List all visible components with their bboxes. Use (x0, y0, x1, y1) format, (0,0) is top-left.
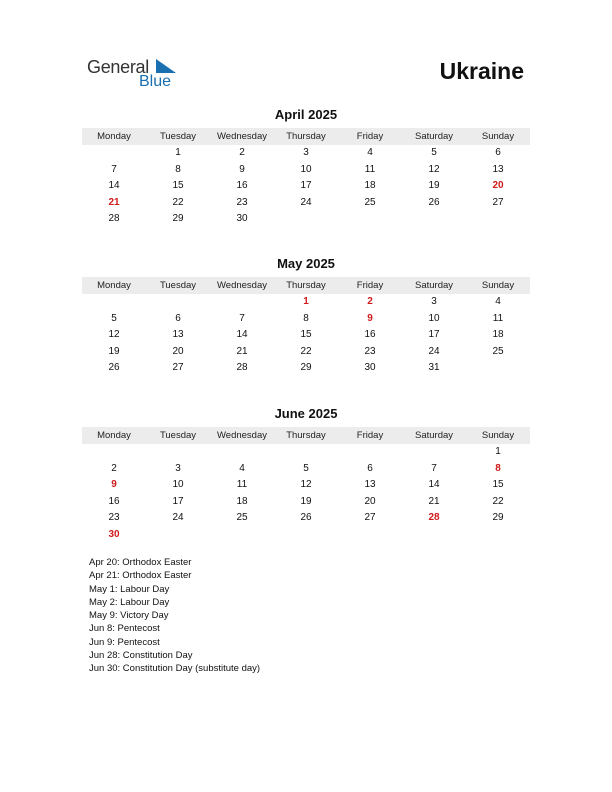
day-cell: 7 (239, 312, 245, 324)
day-cell: 20 (172, 345, 184, 357)
day-cell: 12 (300, 479, 312, 490)
month-grid (82, 444, 530, 543)
week-row (82, 444, 530, 461)
day-cell: 12 (428, 163, 440, 175)
empty-day-cell (402, 211, 466, 228)
day-cell: 16 (108, 495, 120, 507)
day-cell: 11 (492, 312, 504, 324)
week-row (82, 294, 530, 311)
holiday-entry: May 9: Victory Day (89, 610, 169, 622)
day-cell: 24 (300, 196, 312, 208)
day-cell: 10 (172, 479, 184, 490)
day-cell: 16 (364, 329, 376, 340)
weekday-label: Monday (97, 430, 131, 441)
day-cell: 27 (364, 512, 376, 523)
empty-day-cell (82, 444, 146, 461)
day-cell: 13 (172, 329, 184, 340)
holiday-day-cell: 9 (367, 312, 373, 324)
week-row (82, 327, 530, 344)
day-cell: 17 (428, 329, 440, 340)
weekday-label: Sunday (481, 430, 515, 441)
week-row (82, 527, 530, 544)
day-cell: 29 (172, 213, 184, 224)
weekday-label: Thursday (286, 280, 326, 291)
month-grid (82, 294, 530, 377)
day-cell: 5 (303, 462, 309, 474)
day-cell: 10 (428, 312, 440, 324)
empty-day-cell (274, 211, 338, 228)
logo-text-general: General (87, 57, 149, 77)
weekday-label: Friday (356, 131, 384, 142)
weekday-header (82, 277, 530, 294)
day-cell: 28 (236, 362, 248, 373)
weekday-label: Saturday (414, 430, 454, 441)
day-cell: 26 (300, 512, 312, 523)
weekday-label: Wednesday (217, 430, 267, 441)
holiday-list (89, 556, 260, 676)
logo-text-blue: Blue (139, 73, 172, 90)
day-cell: 8 (303, 312, 309, 324)
empty-day-cell (466, 211, 530, 228)
holiday-day-cell: 21 (108, 196, 120, 208)
month-grid (82, 145, 530, 228)
day-cell: 3 (303, 147, 309, 158)
day-cell: 12 (108, 329, 120, 340)
weekday-label: Friday (356, 430, 384, 441)
day-cell: 28 (108, 213, 120, 224)
day-cell: 30 (236, 213, 248, 224)
day-cell: 29 (300, 362, 312, 373)
logo-flag-icon (156, 59, 176, 73)
day-cell: 14 (236, 329, 248, 340)
day-cell: 25 (492, 345, 504, 357)
week-row (82, 494, 530, 511)
weekday-label: Tuesday (159, 430, 197, 441)
day-cell: 29 (492, 512, 504, 523)
empty-day-cell (338, 444, 402, 461)
day-cell: 5 (431, 147, 437, 158)
day-cell: 27 (492, 196, 504, 208)
day-cell: 24 (428, 345, 440, 357)
empty-day-cell (210, 444, 274, 461)
day-cell: 7 (431, 462, 437, 474)
holiday-day-cell: 20 (492, 180, 504, 191)
weekday-label: Saturday (414, 131, 454, 142)
day-cell: 2 (239, 147, 245, 158)
day-cell: 21 (236, 345, 248, 357)
day-cell: 30 (364, 362, 376, 373)
empty-day-cell (466, 527, 530, 544)
weekday-label: Tuesday (159, 131, 197, 142)
holiday-entry: Jun 28: Constitution Day (89, 650, 193, 662)
day-cell: 31 (428, 362, 440, 373)
week-row (82, 145, 530, 162)
day-cell: 27 (172, 362, 184, 373)
week-row (82, 344, 530, 361)
month-title: June 2025 (274, 406, 338, 421)
holiday-day-cell: 8 (495, 462, 501, 474)
day-cell: 14 (108, 180, 120, 191)
month-april (82, 106, 530, 228)
holiday-day-cell: 1 (303, 296, 309, 307)
empty-day-cell (210, 527, 274, 544)
day-cell: 22 (300, 345, 312, 357)
week-row (82, 195, 530, 212)
day-cell: 15 (492, 479, 504, 490)
week-row (82, 360, 530, 377)
weekday-label: Wednesday (217, 131, 267, 142)
day-cell: 24 (172, 512, 184, 523)
empty-day-cell (82, 294, 146, 311)
weekday-label: Tuesday (159, 280, 197, 291)
day-cell: 18 (364, 180, 376, 191)
day-cell: 25 (364, 196, 376, 208)
holiday-day-cell: 30 (108, 528, 120, 540)
weekday-label: Wednesday (217, 280, 267, 291)
day-cell: 22 (492, 495, 504, 507)
day-cell: 8 (175, 163, 181, 175)
country-title: Ukraine (439, 58, 524, 84)
day-cell: 1 (495, 446, 501, 457)
weekday-label: Thursday (286, 430, 326, 441)
day-cell: 17 (172, 495, 184, 507)
weekday-label: Sunday (481, 280, 515, 291)
day-cell: 13 (364, 479, 376, 490)
day-cell: 6 (367, 462, 373, 474)
week-row (82, 477, 530, 494)
empty-day-cell (338, 211, 402, 228)
holiday-entry: Jun 9: Pentecost (89, 636, 160, 648)
day-cell: 14 (428, 479, 440, 490)
holiday-entry: Jun 8: Pentecost (89, 623, 160, 635)
week-row (82, 461, 530, 478)
day-cell: 20 (364, 495, 376, 507)
empty-day-cell (146, 444, 210, 461)
day-cell: 6 (175, 312, 181, 324)
weekday-label: Monday (97, 131, 131, 142)
day-cell: 5 (111, 312, 117, 324)
holiday-day-cell: 28 (428, 512, 440, 523)
day-cell: 15 (172, 180, 184, 191)
week-row (82, 162, 530, 179)
day-cell: 15 (300, 329, 312, 340)
day-cell: 3 (175, 462, 181, 474)
empty-day-cell (402, 444, 466, 461)
empty-day-cell (146, 294, 210, 311)
month-may (82, 255, 530, 377)
day-cell: 26 (428, 196, 440, 208)
holiday-entry: May 1: Labour Day (89, 583, 170, 595)
weekday-header (82, 427, 530, 444)
day-cell: 2 (111, 462, 117, 474)
holiday-day-cell: 2 (367, 296, 373, 307)
week-row (82, 311, 530, 328)
day-cell: 4 (239, 462, 245, 474)
day-cell: 9 (239, 163, 245, 175)
day-cell: 22 (172, 196, 184, 208)
week-row (82, 178, 530, 195)
day-cell: 23 (236, 196, 248, 208)
generalblue-logo (87, 57, 187, 93)
weekday-label: Thursday (286, 131, 326, 142)
weekday-label: Friday (356, 280, 384, 291)
week-row (82, 211, 530, 228)
day-cell: 21 (428, 495, 440, 507)
day-cell: 16 (236, 180, 248, 191)
holiday-entry: Apr 21: Orthodox Easter (89, 570, 192, 582)
empty-day-cell (210, 294, 274, 311)
weekday-header (82, 128, 530, 145)
empty-day-cell (338, 527, 402, 544)
day-cell: 23 (108, 512, 120, 523)
day-cell: 13 (492, 163, 504, 175)
day-cell: 10 (300, 163, 312, 175)
empty-day-cell (402, 527, 466, 544)
day-cell: 7 (111, 163, 117, 175)
weekday-label: Saturday (414, 280, 454, 291)
day-cell: 25 (236, 512, 248, 523)
day-cell: 11 (364, 163, 376, 175)
day-cell: 6 (495, 147, 501, 158)
day-cell: 1 (175, 147, 181, 158)
month-title: May 2025 (277, 256, 335, 271)
day-cell: 3 (431, 296, 437, 307)
holiday-entry: May 2: Labour Day (89, 596, 170, 608)
holiday-entry: Apr 20: Orthodox Easter (89, 557, 192, 568)
day-cell: 26 (108, 362, 120, 373)
empty-day-cell (82, 145, 146, 162)
day-cell: 17 (300, 180, 312, 191)
weekday-label: Monday (97, 280, 131, 291)
holiday-entry: Jun 30: Constitution Day (substitute day) (89, 663, 261, 675)
day-cell: 4 (495, 296, 501, 307)
empty-day-cell (466, 360, 530, 377)
day-cell: 23 (364, 345, 376, 357)
empty-day-cell (274, 527, 338, 544)
day-cell: 19 (428, 180, 440, 191)
week-row (82, 510, 530, 527)
day-cell: 4 (367, 147, 373, 158)
day-cell: 18 (236, 495, 248, 507)
empty-day-cell (146, 527, 210, 544)
empty-day-cell (274, 444, 338, 461)
weekday-label: Sunday (481, 131, 515, 142)
day-cell: 19 (300, 495, 312, 507)
day-cell: 11 (236, 479, 248, 490)
day-cell: 19 (108, 345, 120, 357)
holiday-day-cell: 9 (111, 479, 117, 490)
month-june (82, 405, 530, 543)
day-cell: 18 (492, 329, 504, 340)
month-title: April 2025 (274, 107, 338, 122)
